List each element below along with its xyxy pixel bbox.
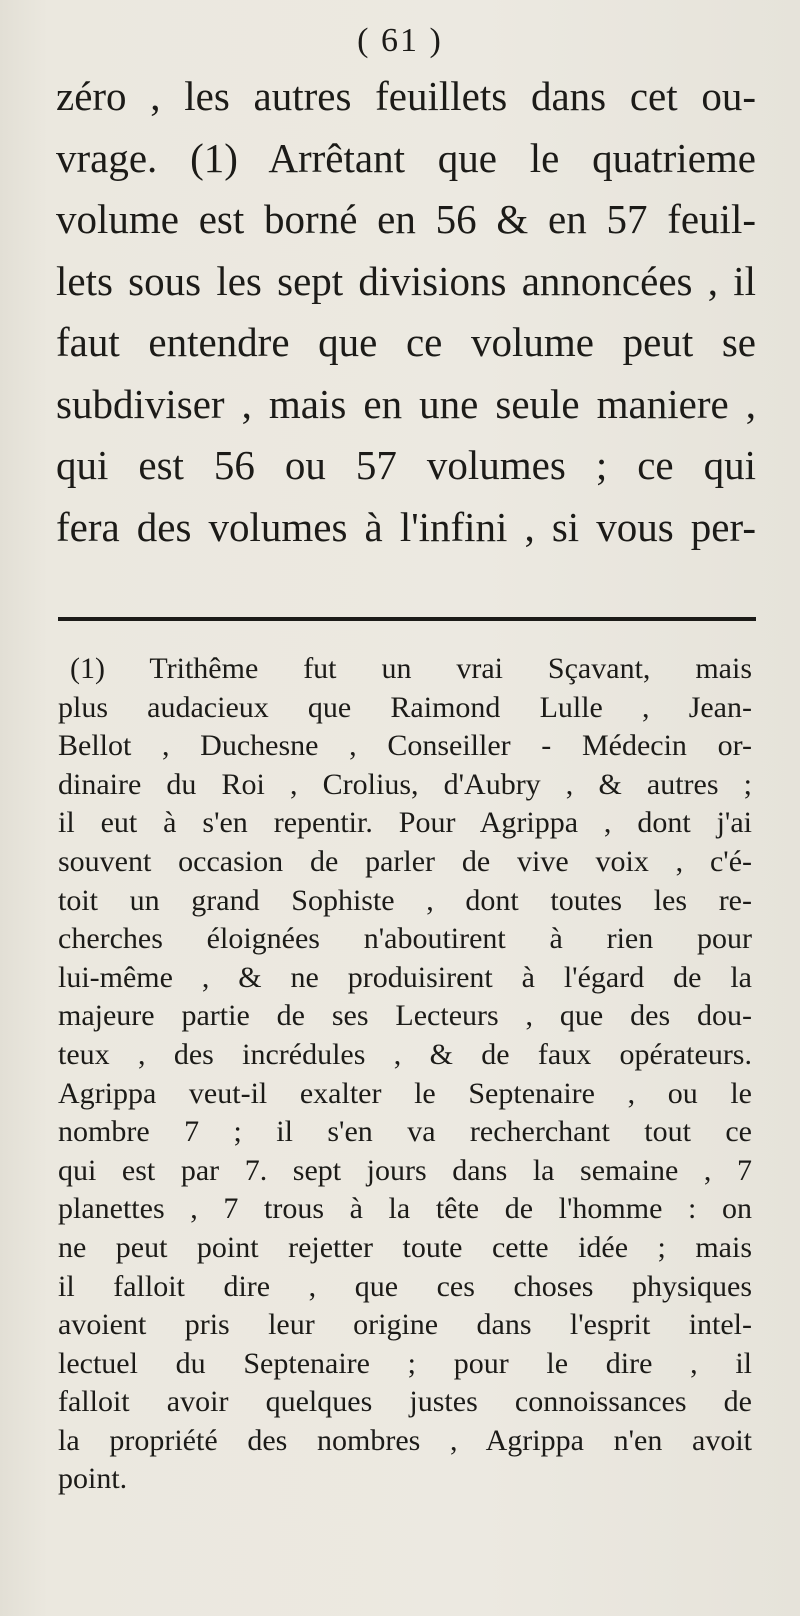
footnote-line: Agrippa veut-il exalter le Septenaire , ou le xyxy=(58,1076,752,1110)
footnote-line: planettes , 7 trous à la tête de l'homme : on xyxy=(58,1192,752,1226)
footnote-separator-rule xyxy=(58,617,756,621)
footnote-line: point. xyxy=(58,1462,128,1496)
footnote-line: il eut à s'en repentir. Pour Agrippa , dont j'ai xyxy=(58,806,752,840)
main-text-line: volume est borné en 56 & en 57 feuil- xyxy=(56,196,756,242)
footnote-line: Bellot , Duchesne , Conseiller - Médecin or- xyxy=(58,729,752,763)
main-text-line: vrage. (1) Arrêtant que le quatrieme xyxy=(56,134,756,181)
footnote-line: la propriété des nombres , Agrippa n'en avoit xyxy=(58,1423,752,1457)
footnote-line: ne peut point rejetter toute cette idée ; mais xyxy=(58,1230,752,1264)
footnote-line: avoient pris leur origine dans l'esprit intel- xyxy=(58,1308,752,1342)
footnote-line: falloit avoir quelques justes connoissances de xyxy=(58,1385,752,1419)
page-number: ( 61 ) xyxy=(357,22,443,59)
footnote-line: plus audacieux que Raimond Lulle , Jean- xyxy=(58,690,752,724)
footnote-line: majeure partie de ses Lecteurs , que des dou- xyxy=(58,999,752,1033)
main-text-line: fera des volumes à l'infini , si vous per- xyxy=(56,503,756,550)
footnote-line: souvent occasion de parler de vive voix , c'é- xyxy=(58,844,752,878)
footnote-line: nombre 7 ; il s'en va recherchant tout ce xyxy=(58,1115,752,1149)
footnote-line: (1) Trithême fut un vrai Sçavant, mais xyxy=(70,652,752,685)
footnote-line: lectuel du Septenaire ; pour le dire , il xyxy=(58,1346,752,1380)
footnote-line: teux , des incrédules , & de faux opérateurs. xyxy=(58,1037,752,1071)
main-text-line: subdiviser , mais en une seule maniere , xyxy=(56,380,756,427)
main-text-line: zéro , les autres feuillets dans cet ou- xyxy=(56,73,756,119)
footnote-line: cherches éloignées n'aboutirent à rien pour xyxy=(58,922,752,956)
main-text-block xyxy=(56,66,756,558)
main-text-line: faut entendre que ce volume peut se xyxy=(56,319,756,365)
footnote-line: il falloit dire , que ces choses physiques xyxy=(58,1269,752,1303)
main-text-line: lets sous les sept divisions annoncées , il xyxy=(56,257,756,304)
footnote-block xyxy=(58,650,752,1499)
footnote-line: dinaire du Roi , Crolius, d'Aubry , & autres ; xyxy=(58,767,752,801)
footnote-line: toit un grand Sophiste , dont toutes les re- xyxy=(58,883,752,917)
main-text-line: qui est 56 ou 57 volumes ; ce qui xyxy=(56,442,756,488)
footnote-line: lui-même , & ne produisirent à l'égard de la xyxy=(58,960,752,994)
footnote-line: qui est par 7. sept jours dans la semaine , 7 xyxy=(58,1153,752,1187)
